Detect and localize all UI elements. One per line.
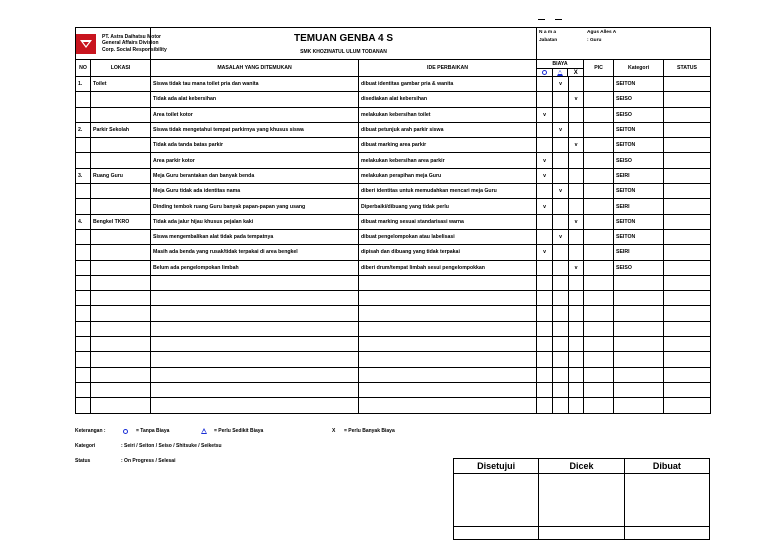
- cell-masalah: [151, 382, 359, 397]
- cell-status: [664, 168, 711, 183]
- cell-kategori: SEITON: [614, 184, 664, 199]
- cell-b2: [553, 107, 569, 122]
- cell-ide: [359, 398, 537, 413]
- cell-pic: [584, 260, 614, 275]
- cell-status: [664, 337, 711, 352]
- cell-b1: v: [537, 153, 553, 168]
- cell-ide: [359, 291, 537, 306]
- cell-kategori: [614, 321, 664, 336]
- jabatan-value: : Guru: [587, 38, 602, 43]
- cell-kategori: SEISO: [614, 92, 664, 107]
- cell-ide: [359, 352, 537, 367]
- cell-b1: v: [537, 245, 553, 260]
- table-row: [76, 245, 711, 260]
- cell-masalah: [151, 321, 359, 336]
- cell-b1: v: [537, 168, 553, 183]
- cell-no: [76, 245, 91, 260]
- cell-lokasi: [91, 92, 151, 107]
- cell-b3: [569, 153, 584, 168]
- cell-lokasi: [91, 153, 151, 168]
- col-ide: IDE PERBAIKAN: [359, 60, 537, 77]
- table-row: [76, 321, 711, 336]
- cell-status: [664, 367, 711, 382]
- disetujui-name-box[interactable]: [454, 527, 539, 540]
- table-row: [76, 92, 711, 107]
- cell-masalah: [151, 291, 359, 306]
- cell-kategori: [614, 352, 664, 367]
- col-lokasi: LOKASI: [91, 60, 151, 77]
- cell-kategori: [614, 306, 664, 321]
- dicek-label: Dicek: [539, 459, 624, 474]
- cell-b1: [537, 367, 553, 382]
- cell-b2: [553, 214, 569, 229]
- cell-pic: [584, 352, 614, 367]
- cell-b2: [553, 199, 569, 214]
- cell-pic: [584, 321, 614, 336]
- table-row: [76, 398, 711, 413]
- table-row: [76, 184, 711, 199]
- cell-kategori: SEITON: [614, 138, 664, 153]
- cell-masalah: Tidak ada jalur hijau khusus pejalan kaki: [151, 214, 359, 229]
- kategori-label: Kategori: [75, 443, 96, 449]
- cell-no: [76, 398, 91, 413]
- cell-no: [76, 138, 91, 153]
- cell-b3: [569, 291, 584, 306]
- table-row: [76, 107, 711, 122]
- cell-status: [664, 122, 711, 137]
- cell-masalah: Siswa tidak mengetahui tempat parkirnya yang khusus siswa: [151, 122, 359, 137]
- cell-ide: dibuat identitas gambar pria & wanita: [359, 77, 537, 92]
- cell-b3: [569, 321, 584, 336]
- cell-masalah: Siswa tidak tau mana toilet pria dan wanita: [151, 77, 359, 92]
- cell-kategori: [614, 382, 664, 397]
- cell-lokasi: [91, 352, 151, 367]
- cell-b3: v: [569, 214, 584, 229]
- cell-ide: [359, 306, 537, 321]
- cell-b1: [537, 352, 553, 367]
- cell-lokasi: [91, 337, 151, 352]
- cell-masalah: Belum ada pengelompokan limbah: [151, 260, 359, 275]
- cell-pic: [584, 153, 614, 168]
- cell-kategori: [614, 275, 664, 290]
- cell-no: [76, 275, 91, 290]
- cell-b1: [537, 138, 553, 153]
- cell-b2: [553, 382, 569, 397]
- cell-b1: [537, 122, 553, 137]
- cell-b1: [537, 77, 553, 92]
- table-row: [76, 306, 711, 321]
- table-row: [76, 138, 711, 153]
- status-value: : On Progress / Selesai: [121, 458, 176, 464]
- dibuat-sign-box[interactable]: [624, 474, 709, 527]
- cell-b3: v: [569, 260, 584, 275]
- legend-tanpa-biaya: = Tanpa Biaya: [136, 428, 170, 434]
- cell-b3: [569, 168, 584, 183]
- table-row: [76, 367, 711, 382]
- table-row: [76, 382, 711, 397]
- cell-pic: [584, 291, 614, 306]
- cell-b3: [569, 382, 584, 397]
- cell-no: [76, 321, 91, 336]
- cell-pic: [584, 122, 614, 137]
- cell-kategori: [614, 398, 664, 413]
- cell-kategori: SEITON: [614, 77, 664, 92]
- cell-status: [664, 275, 711, 290]
- col-kategori: Kategori: [614, 60, 664, 77]
- table-row: [76, 77, 711, 92]
- cell-kategori: SEISO: [614, 260, 664, 275]
- cell-no: [76, 107, 91, 122]
- cell-lokasi: Parkir Sekolah: [91, 122, 151, 137]
- csr-name: Corp. Social Responsibility: [102, 46, 167, 53]
- cell-ide: melakukan kebersihan area parkir: [359, 153, 537, 168]
- disetujui-sign-box[interactable]: [454, 474, 539, 527]
- cell-b1: [537, 229, 553, 244]
- table-row: [76, 168, 711, 183]
- cell-masalah: Tidak ada alat kebersihan: [151, 92, 359, 107]
- cell-pic: [584, 337, 614, 352]
- cell-lokasi: [91, 260, 151, 275]
- cell-b3: [569, 107, 584, 122]
- cell-ide: dipisah dan dibuang yang tidak terpakai: [359, 245, 537, 260]
- cell-ide: melakukan perapihan meja Guru: [359, 168, 537, 183]
- division-name: General Affairs Division: [102, 40, 159, 47]
- cell-status: [664, 382, 711, 397]
- cell-no: [76, 367, 91, 382]
- cell-masalah: Area parkir kotor: [151, 153, 359, 168]
- cell-masalah: Masih ada benda yang rusak/tidak terpakai di area bengkel: [151, 245, 359, 260]
- cell-b2: v: [553, 229, 569, 244]
- cell-lokasi: [91, 138, 151, 153]
- cell-b3: [569, 77, 584, 92]
- cell-status: [664, 199, 711, 214]
- table-row: [76, 214, 711, 229]
- cell-no: [76, 92, 91, 107]
- school-name: SMK KHOZINATUL ULUM TODANAN: [300, 48, 387, 55]
- cell-pic: [584, 229, 614, 244]
- cell-no: [76, 337, 91, 352]
- cell-masalah: Area toilet kotor: [151, 107, 359, 122]
- cell-masalah: [151, 275, 359, 290]
- cell-ide: dibuat pengelompokan atau labelisasi: [359, 229, 537, 244]
- cell-b1: [537, 337, 553, 352]
- cell-b2: v: [553, 77, 569, 92]
- cell-status: [664, 306, 711, 321]
- cell-b2: [553, 306, 569, 321]
- cell-b2: [553, 291, 569, 306]
- table-row: [76, 352, 711, 367]
- cell-b1: v: [537, 107, 553, 122]
- cell-b3: [569, 229, 584, 244]
- cell-b2: [553, 245, 569, 260]
- cell-kategori: [614, 291, 664, 306]
- status-label: Status: [75, 458, 91, 464]
- cell-status: [664, 321, 711, 336]
- cell-pic: [584, 107, 614, 122]
- cell-masalah: Meja Guru tidak ada identitas nama: [151, 184, 359, 199]
- cell-status: [664, 229, 711, 244]
- cell-b2: [553, 275, 569, 290]
- cell-no: [76, 291, 91, 306]
- dibuat-name-box[interactable]: [624, 527, 709, 540]
- cell-kategori: SEITON: [614, 214, 664, 229]
- cell-masalah: Dinding tembok ruang Guru banyak papan-papan yang usang: [151, 199, 359, 214]
- cell-b2: [553, 138, 569, 153]
- cell-kategori: SEISO: [614, 153, 664, 168]
- cell-ide: [359, 321, 537, 336]
- circle-icon: [542, 70, 547, 75]
- cell-lokasi: [91, 229, 151, 244]
- cell-no: [76, 352, 91, 367]
- cell-no: [76, 382, 91, 397]
- cell-pic: [584, 184, 614, 199]
- cell-b2: [553, 153, 569, 168]
- cell-no: [76, 199, 91, 214]
- cell-ide: diberi drum/tempat limbah sesui pengelompokkan: [359, 260, 537, 275]
- nama-label: N a m a: [539, 30, 557, 35]
- cell-ide: dibuat marking area parkir: [359, 138, 537, 153]
- cell-lokasi: [91, 245, 151, 260]
- cell-masalah: Siswa mengembalikan alat tidak pada tempatnya: [151, 229, 359, 244]
- x-icon: X: [573, 69, 578, 76]
- cell-b3: [569, 245, 584, 260]
- cell-b3: [569, 122, 584, 137]
- cell-b2: [553, 352, 569, 367]
- col-masalah: MASALAH YANG DITEMUKAN: [151, 60, 359, 77]
- cell-b1: [537, 275, 553, 290]
- table-row: [76, 153, 711, 168]
- table-row: [76, 199, 711, 214]
- legend-x-icon: X: [332, 428, 336, 434]
- cell-b3: [569, 275, 584, 290]
- cell-b1: [537, 184, 553, 199]
- cell-status: [664, 153, 711, 168]
- keterangan-label: Keterangan :: [75, 428, 106, 434]
- jabatan-label: Jabatan: [539, 38, 558, 43]
- cell-masalah: [151, 352, 359, 367]
- dicek-name-box[interactable]: [539, 527, 624, 540]
- cell-b3: [569, 337, 584, 352]
- table-row: [76, 337, 711, 352]
- cell-b3: [569, 184, 584, 199]
- cell-pic: [584, 168, 614, 183]
- cell-b3: [569, 398, 584, 413]
- cell-status: [664, 291, 711, 306]
- cell-b3: [569, 352, 584, 367]
- cell-kategori: SEITON: [614, 229, 664, 244]
- cell-b1: [537, 214, 553, 229]
- dicek-sign-box[interactable]: [539, 474, 624, 527]
- cell-pic: [584, 138, 614, 153]
- cell-pic: [584, 199, 614, 214]
- cell-pic: [584, 398, 614, 413]
- legend-banyak-biaya: = Perlu Banyak Biaya: [344, 428, 395, 434]
- kategori-value: : Seiri / Seiton / Seiso / Shitsuke / Seiketsu: [121, 443, 222, 449]
- company-block: [76, 28, 167, 60]
- cell-b2: [553, 367, 569, 382]
- cell-kategori: [614, 337, 664, 352]
- cell-b2: [553, 168, 569, 183]
- table-row: [76, 122, 711, 137]
- legend-sedikit-biaya: = Perlu Sedikit Biaya: [214, 428, 264, 434]
- cell-masalah: [151, 306, 359, 321]
- cell-kategori: SEIRI: [614, 199, 664, 214]
- genba-table: [75, 27, 711, 414]
- cell-b1: [537, 321, 553, 336]
- signature-table: [453, 458, 710, 540]
- cell-no: 3.: [76, 168, 91, 183]
- col-biaya: [537, 60, 584, 77]
- cell-no: [76, 229, 91, 244]
- cell-b1: v: [537, 199, 553, 214]
- legend-triangle-icon: [201, 428, 207, 434]
- cell-masalah: [151, 367, 359, 382]
- daihatsu-logo-icon: [76, 34, 96, 54]
- cell-lokasi: [91, 382, 151, 397]
- cell-pic: [584, 214, 614, 229]
- cell-b2: [553, 337, 569, 352]
- cell-b2: v: [553, 122, 569, 137]
- cell-b3: [569, 306, 584, 321]
- cell-status: [664, 398, 711, 413]
- cell-lokasi: Toilet: [91, 77, 151, 92]
- nama-value: Agus Alles A: [587, 30, 617, 35]
- table-row: [76, 260, 711, 275]
- cell-lokasi: Ruang Guru: [91, 168, 151, 183]
- cell-b2: [553, 92, 569, 107]
- cell-lokasi: [91, 275, 151, 290]
- cell-b1: [537, 306, 553, 321]
- col-pic: PIC: [584, 60, 614, 77]
- cell-ide: dibuat petunjuk arah parkir siswa: [359, 122, 537, 137]
- cell-kategori: SEIRI: [614, 168, 664, 183]
- cell-b1: [537, 260, 553, 275]
- cell-pic: [584, 92, 614, 107]
- cell-no: [76, 184, 91, 199]
- cell-status: [664, 260, 711, 275]
- cell-lokasi: [91, 199, 151, 214]
- cell-lokasi: [91, 291, 151, 306]
- cell-status: [664, 245, 711, 260]
- cell-status: [664, 77, 711, 92]
- table-row: [76, 229, 711, 244]
- cell-status: [664, 92, 711, 107]
- cell-ide: Diperbaiki/dibuang yang tidak perlu: [359, 199, 537, 214]
- dibuat-label: Dibuat: [624, 459, 709, 474]
- cell-kategori: SEITON: [614, 122, 664, 137]
- cell-masalah: [151, 337, 359, 352]
- cell-pic: [584, 367, 614, 382]
- cell-ide: diberi identitas untuk memudahkan mencari meja Guru: [359, 184, 537, 199]
- cell-ide: disediakan alat kebersihan: [359, 92, 537, 107]
- col-no: NO: [76, 60, 91, 77]
- biaya-label: BIAYA: [537, 60, 583, 69]
- cell-status: [664, 214, 711, 229]
- cell-no: 4.: [76, 214, 91, 229]
- cell-lokasi: [91, 398, 151, 413]
- cell-b1: [537, 398, 553, 413]
- cell-b1: [537, 291, 553, 306]
- cell-no: [76, 260, 91, 275]
- cell-b3: v: [569, 92, 584, 107]
- cell-ide: [359, 337, 537, 352]
- cell-pic: [584, 275, 614, 290]
- cell-lokasi: [91, 321, 151, 336]
- cell-lokasi: [91, 107, 151, 122]
- cell-masalah: Meja Guru berantakan dan banyak benda: [151, 168, 359, 183]
- cell-b3: v: [569, 138, 584, 153]
- cell-ide: [359, 275, 537, 290]
- cell-lokasi: Bengkel TKRO: [91, 214, 151, 229]
- company-name: PT. Astra Daihatsu Motor: [102, 34, 161, 41]
- cell-b1: [537, 382, 553, 397]
- legend-circle-icon: [123, 429, 128, 434]
- cell-b3: [569, 367, 584, 382]
- cell-masalah: [151, 398, 359, 413]
- cell-status: [664, 138, 711, 153]
- cell-ide: [359, 367, 537, 382]
- triangle-icon: [557, 70, 563, 76]
- page-title: TEMUAN GENBA 4 S: [293, 32, 394, 44]
- cell-no: 2.: [76, 122, 91, 137]
- cell-ide: dibuat marking sesuai standarisasi warna: [359, 214, 537, 229]
- cell-kategori: SEISO: [614, 107, 664, 122]
- cell-ide: [359, 382, 537, 397]
- cell-b2: [553, 321, 569, 336]
- top-dash-left: [538, 19, 545, 20]
- cell-no: [76, 153, 91, 168]
- cell-no: [76, 306, 91, 321]
- cell-pic: [584, 306, 614, 321]
- cell-b2: [553, 260, 569, 275]
- cell-status: [664, 184, 711, 199]
- cell-b3: [569, 199, 584, 214]
- cell-status: [664, 107, 711, 122]
- cell-status: [664, 352, 711, 367]
- cell-b2: v: [553, 184, 569, 199]
- cell-ide: melakukan kebersihan toilet: [359, 107, 537, 122]
- table-row: [76, 291, 711, 306]
- cell-b2: [553, 398, 569, 413]
- cell-masalah: Tidak ada tanda batas parkir: [151, 138, 359, 153]
- disetujui-label: Disetujui: [454, 459, 539, 474]
- cell-kategori: SEIRI: [614, 245, 664, 260]
- cell-pic: [584, 77, 614, 92]
- top-dash-right: [555, 19, 562, 20]
- cell-no: 1.: [76, 77, 91, 92]
- cell-lokasi: [91, 306, 151, 321]
- cell-kategori: [614, 367, 664, 382]
- table-row: [76, 275, 711, 290]
- cell-pic: [584, 382, 614, 397]
- col-status: STATUS: [664, 60, 711, 77]
- cell-b1: [537, 92, 553, 107]
- cell-lokasi: [91, 367, 151, 382]
- cell-lokasi: [91, 184, 151, 199]
- cell-pic: [584, 245, 614, 260]
